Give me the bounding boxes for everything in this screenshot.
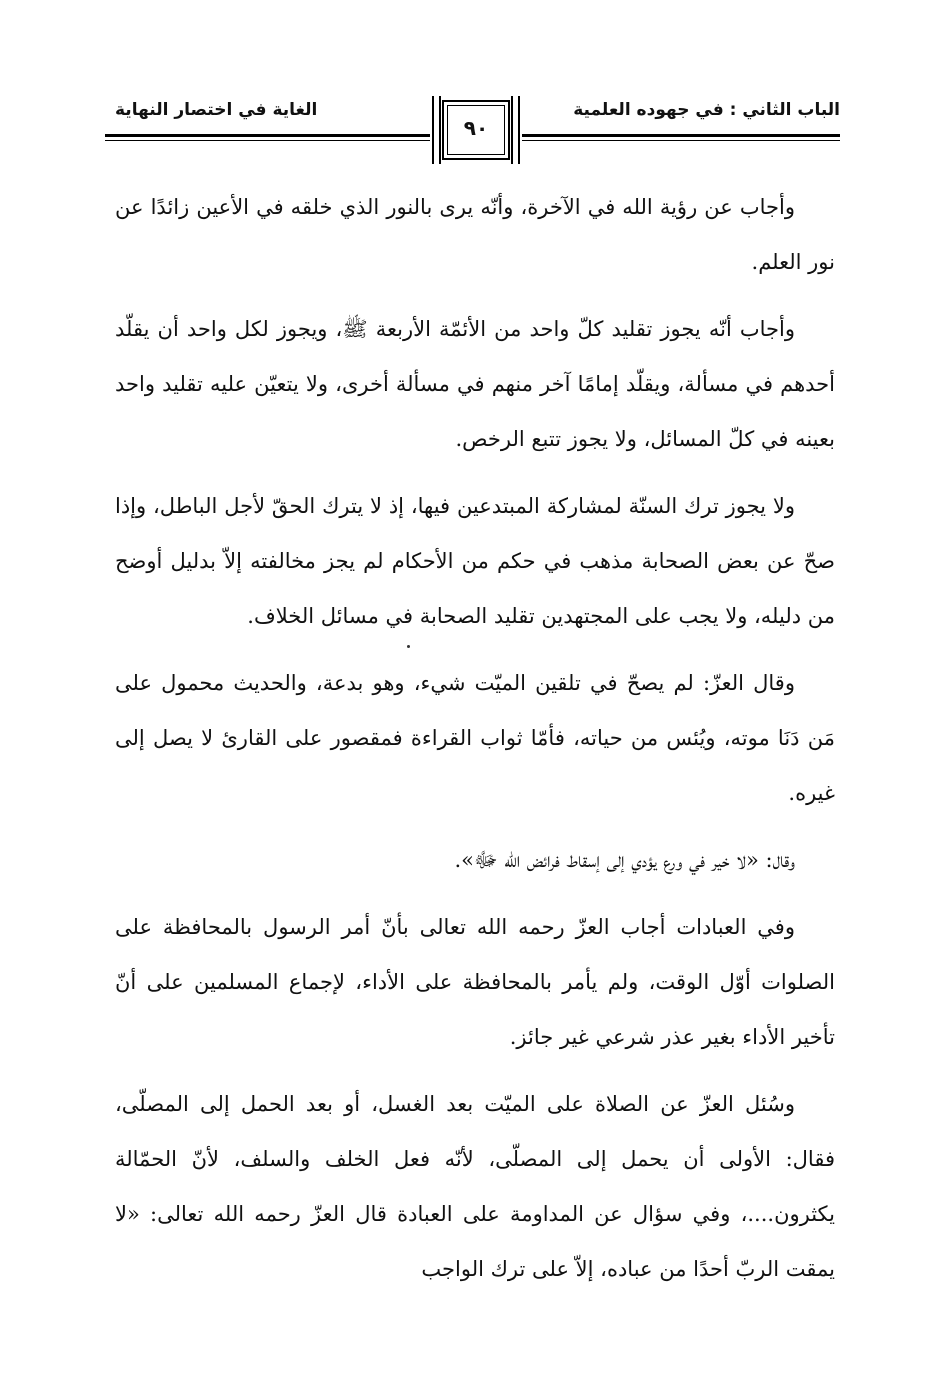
book-title: الغاية في اختصار النهاية (115, 100, 318, 120)
chapter-title: الباب الثاني : في جهوده العلمية (573, 100, 840, 120)
page-header (105, 92, 840, 172)
paragraph: وسُئل العزّ عن الصلاة على الميّت بعد الغسل، أو بعد الحمل إلى المصلّى، فقال: الأولى أن يحمل إلى المصلّى، لأنّه فعل الخلف والسلف، لأنّ الحمّالة يكثرون....، وفي سؤال عن المداومة على العبادة قال العزّ رحمه الله تعالى: «لا يمقت الربّ أحدًا من عباده، إلاّ على ترك الواجب (115, 1092, 835, 1281)
paragraph: وأجاب عن رؤية الله في الآخرة، وأنّه يرى بالنور الذي خلقه في الأعين زائدًا عن نور العلم. (115, 195, 835, 274)
scan-speck (407, 645, 410, 648)
body-text (115, 180, 835, 1309)
paragraph: وقال: «لا خير في ورع يؤدي إلى إسقاط فرائض الله ﷻ». (454, 848, 795, 872)
paragraph: ولا يجوز ترك السنّة لمشاركة المبتدعين فيها، إذ لا يترك الحقّ لأجل الباطل، وإذا صحّ عن بعض الصحابة مذهب في حكم من الأحكام لم يجز مخالفته إلاّ بدليل أوضح من دليله، ولا يجب على المجتهدين تقليد الصحابة في مسائل الخلاف. (115, 494, 835, 628)
paragraph: وفي العبادات أجاب العزّ رحمه الله تعالى بأنّ أمر الرسول بالمحافظة على الصلوات أوّل الوقت، ولم يأمر بالمحافظة على الأداء، لإجماع المسلمين على أنّ تأخير الأداء بغير عذر شرعي غير جائز. (115, 915, 835, 1049)
page-number-frame (430, 96, 522, 164)
paragraph: وأجاب أنّه يجوز تقليد كلّ واحد من الأئمّة الأربعة ﷺ، ويجوز لكل واحد أن يقلّد أحدهم في مسألة، ويقلّد إمامًا آخر منهم في مسألة أخرى، ولا يتعيّن عليه تقليد واحد بعينه في كلّ المسائل، ولا يجوز تتبع الرخص. (115, 317, 835, 451)
paragraph: وقال العزّ: لم يصحّ في تلقين الميّت شيء، وهو بدعة، والحديث محمول على مَن دَنَا موته، ويُئس من حياته، فأمّا ثواب القراءة فمقصور على القارئ لا يصل إلى غيره. (115, 671, 835, 805)
page-number: ٩٠ (463, 116, 489, 140)
